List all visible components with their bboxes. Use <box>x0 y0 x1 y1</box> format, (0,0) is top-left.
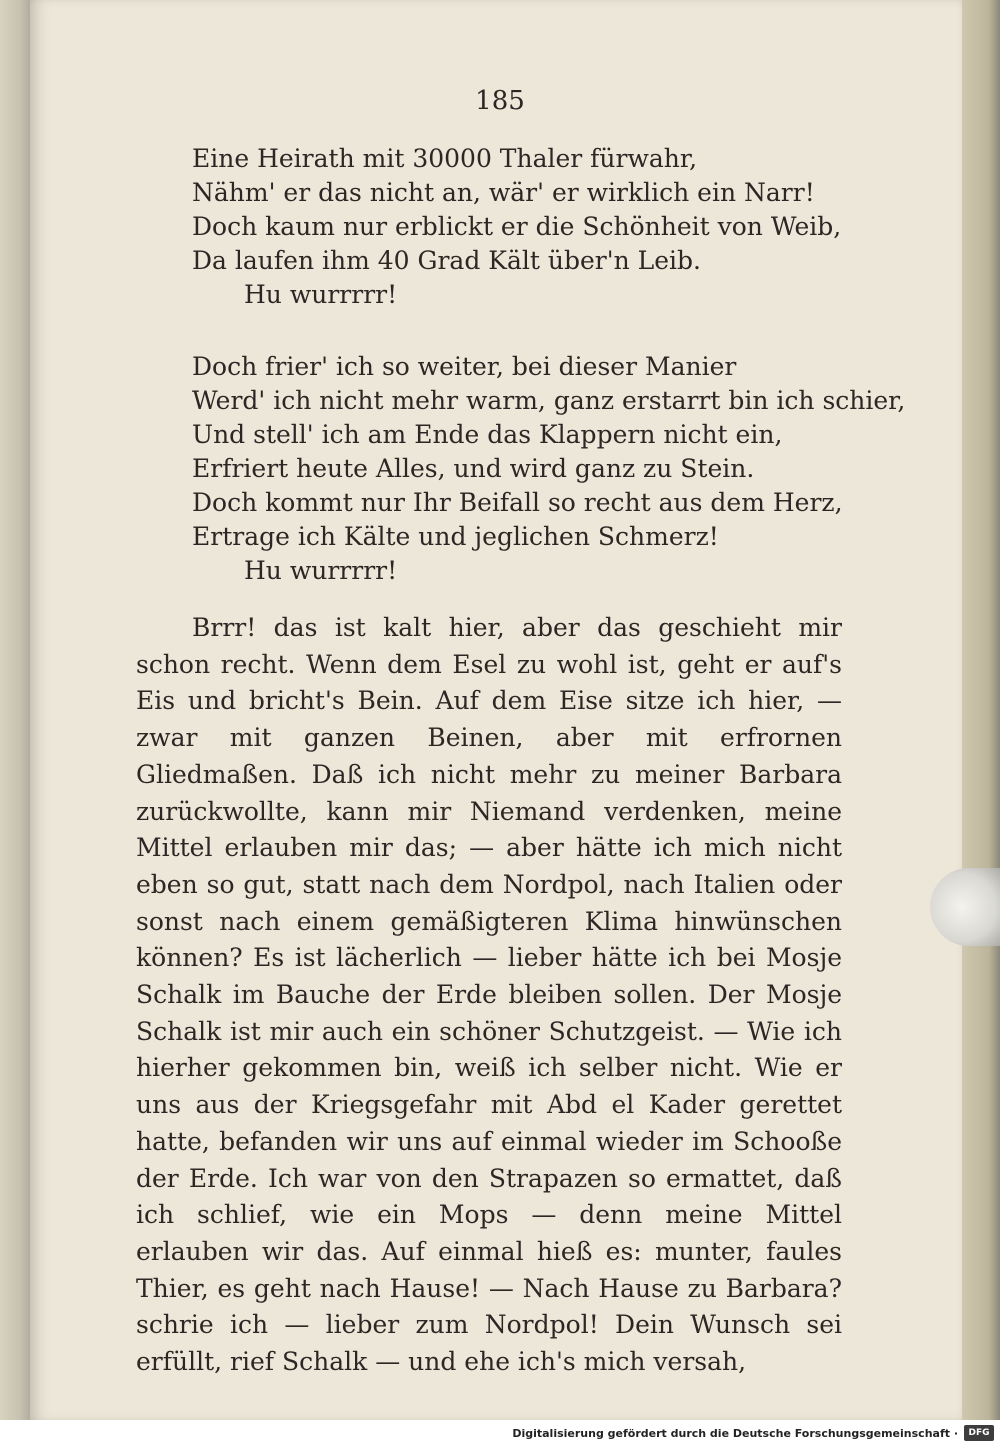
verse-line: Werd' ich nicht mehr warm, ganz erstarrt bin ich schier, <box>192 386 906 415</box>
page-right-edge <box>962 0 1000 1420</box>
verse-line: Ertrage ich Kälte und jeglichen Schmerz! <box>192 522 719 551</box>
stanza-2 <box>136 350 906 588</box>
verse-line: Da laufen ihm 40 Grad Kält über'n Leib. <box>192 246 701 275</box>
verse-line: Doch kommt nur Ihr Beifall so recht aus dem Herz, <box>192 488 843 517</box>
book-spine-edge <box>0 0 34 1420</box>
stanza-gap <box>136 312 842 350</box>
dfg-logo: DFG <box>964 1425 994 1441</box>
refrain-line: Hu wurrrrr! <box>244 556 398 585</box>
page-number: 185 <box>475 86 525 116</box>
page-tab-marker <box>930 868 1000 946</box>
verse-line: Doch kaum nur erblickt er die Schönheit von Weib, <box>192 212 842 241</box>
text-block <box>136 142 906 1381</box>
verse-line: Eine Heirath mit 30000 Thaler fürwahr, <box>192 144 698 173</box>
funding-credit: Digitalisierung gefördert durch die Deutsche Forschungsgemeinschaft · <box>512 1427 958 1440</box>
verse-line: Doch frier' ich so weiter, bei dieser Manier <box>192 352 737 381</box>
verse-line: Erfriert heute Alles, und wird ganz zu Stein. <box>192 454 755 483</box>
verse-line: Nähm' er das nicht an, wär' er wirklich ein Narr! <box>192 178 815 207</box>
verse-line: Und stell' ich am Ende das Klappern nicht ein, <box>192 420 783 449</box>
prose-paragraph: Brrr! das ist kalt hier, aber das geschieht mir schon recht. Wenn dem Esel zu wohl ist, geht er auf's Eis und bricht's Bein. Auf dem Eise sitze ich hier, — zwar mit ganzen Beinen, aber mit erfrornen Gliedmaßen. Daß ich nicht mehr zu meiner Barbara zurückwollte, kann mir Niemand verdenken, meine Mittel erlauben mir das; — aber hätte ich mich nicht eben so gut, statt nach dem Nordpol, nach Italien oder sonst nach einem gemäßigteren Klima hinwünschen können? Es ist lächerlich — lieber hätte ich bei Mosje Schalk im Bauche der Erde bleiben sollen. Der Mosje Schalk ist mir auch ein schöner Schutzgeist. — Wie ich hierher gekommen bin, weiß ich selber nicht. Wie er uns aus der Kriegsgefahr mit Abd el Kader gerettet hatte, befanden wir uns auf einmal wieder im Schooße der Erde. Ich war von den Strapazen so ermattet, daß ich schlief, wie ein Mops — denn meine Mittel erlauben wir das. Auf einmal hieß es: munter, faules Thier, es geht nach Hause! — Nach Hause zu Barbara? schrie ich — lieber zum Nordpol! Dein Wunsch sei erfüllt, rief Schalk — und ehe ich's mich versah, <box>136 613 842 1377</box>
refrain-line: Hu wurrrrr! <box>244 280 398 309</box>
stanza-1 <box>136 142 842 312</box>
footer-bar <box>0 1420 1000 1446</box>
